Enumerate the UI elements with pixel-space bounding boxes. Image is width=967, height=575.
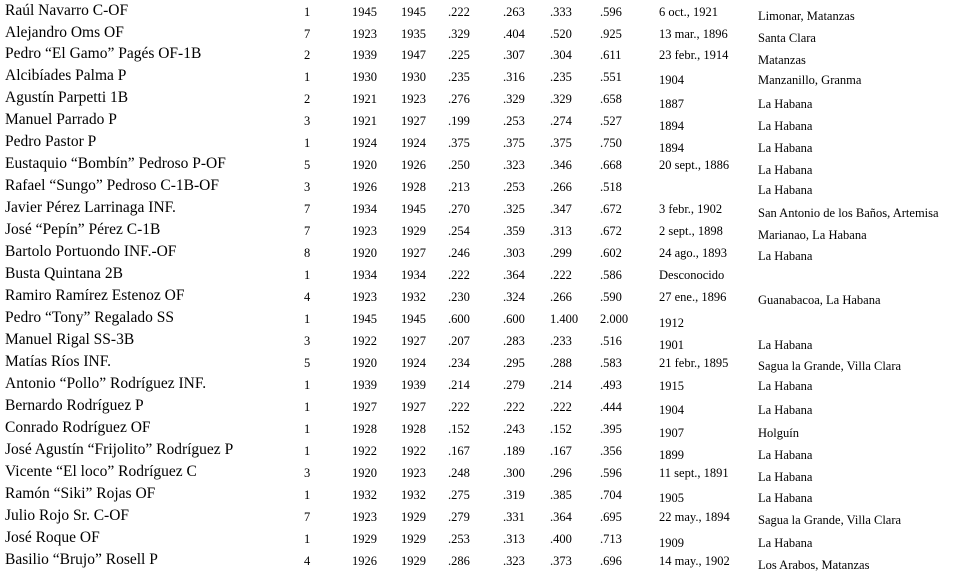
batting-average-cell: .222: [448, 268, 470, 282]
on-base-pct-cell: .323: [503, 158, 525, 172]
birthplace-cell: La Habana: [758, 448, 813, 462]
batting-average-cell: .222: [448, 400, 470, 414]
birthplace-cell: La Habana: [758, 163, 813, 177]
slugging-pct-cell: .288: [550, 356, 572, 370]
ops-cell: .516: [600, 334, 622, 348]
seasons-cell: 3: [304, 466, 311, 480]
slugging-pct-cell: .152: [550, 422, 572, 436]
slugging-pct-cell: .222: [550, 400, 572, 414]
last-year-cell: 1922: [401, 444, 426, 458]
birthplace-cell: Limonar, Matanzas: [758, 9, 855, 23]
birthplace-cell: La Habana: [758, 141, 813, 155]
last-year-cell: 1928: [401, 180, 426, 194]
birthplace-cell: Holguín: [758, 426, 799, 440]
seasons-cell: 8: [304, 246, 311, 260]
seasons-cell: 3: [304, 180, 311, 194]
player-name-cell: Julio Rojo Sr. C-OF: [5, 507, 130, 524]
on-base-pct-cell: .316: [503, 70, 525, 84]
seasons-cell: 1: [304, 422, 311, 436]
player-name-cell: Raúl Navarro C-OF: [5, 2, 129, 19]
player-name-cell: Pedro “El Gamo” Pagés OF-1B: [5, 45, 202, 62]
ops-cell: .602: [600, 246, 622, 260]
first-year-cell: 1945: [352, 312, 377, 326]
ops-cell: .518: [600, 180, 622, 194]
last-year-cell: 1923: [401, 92, 426, 106]
slugging-pct-cell: .266: [550, 180, 572, 194]
birth-date-cell: 1887: [659, 97, 684, 111]
birth-date-cell: 2 sept., 1898: [659, 224, 723, 238]
ops-cell: .590: [600, 290, 622, 304]
player-name-cell: Javier Pérez Larrinaga INF.: [5, 199, 176, 216]
ops-cell: .596: [600, 466, 622, 480]
player-name-cell: Conrado Rodríguez OF: [5, 419, 151, 436]
first-year-cell: 1922: [352, 334, 377, 348]
on-base-pct-cell: .325: [503, 202, 525, 216]
player-name-cell: Matías Ríos INF.: [5, 353, 111, 370]
slugging-pct-cell: .235: [550, 70, 572, 84]
last-year-cell: 1927: [401, 400, 426, 414]
seasons-cell: 7: [304, 202, 311, 216]
slugging-pct-cell: .313: [550, 224, 572, 238]
slugging-pct-cell: .347: [550, 202, 572, 216]
birth-date-cell: 1894: [659, 119, 684, 133]
ops-cell: .395: [600, 422, 622, 436]
slugging-pct-cell: .373: [550, 554, 572, 568]
seasons-cell: 1: [304, 532, 311, 546]
first-year-cell: 1921: [352, 92, 377, 106]
birth-date-cell: 24 ago., 1893: [659, 246, 728, 260]
ops-cell: .551: [600, 70, 622, 84]
ops-cell: .583: [600, 356, 622, 370]
on-base-pct-cell: .300: [503, 466, 525, 480]
birth-date-cell: 1909: [659, 536, 684, 550]
player-name-cell: José Agustín “Frijolito” Rodríguez P: [5, 441, 234, 458]
player-name-cell: Antonio “Pollo” Rodríguez INF.: [5, 375, 207, 392]
on-base-pct-cell: .600: [503, 312, 525, 326]
ops-cell: .713: [600, 532, 622, 546]
slugging-pct-cell: .329: [550, 92, 572, 106]
slugging-pct-cell: .299: [550, 246, 572, 260]
batting-average-cell: .230: [448, 290, 470, 304]
batting-average-cell: .253: [448, 532, 470, 546]
birth-date-cell: 22 may., 1894: [659, 510, 730, 524]
seasons-cell: 7: [304, 224, 311, 238]
ops-cell: .696: [600, 554, 622, 568]
seasons-cell: 1: [304, 136, 311, 150]
last-year-cell: 1939: [401, 378, 426, 392]
birth-date-cell: 3 febr., 1902: [659, 202, 723, 216]
on-base-pct-cell: .331: [503, 510, 525, 524]
ops-cell: .750: [600, 136, 622, 150]
birth-date-cell: 1915: [659, 379, 684, 393]
birth-date-cell: 1907: [659, 426, 684, 440]
birthplace-cell: La Habana: [758, 249, 813, 263]
slugging-pct-cell: .375: [550, 136, 572, 150]
slugging-pct-cell: .167: [550, 444, 572, 458]
seasons-cell: 4: [304, 290, 311, 304]
first-year-cell: 1930: [352, 70, 377, 84]
on-base-pct-cell: .329: [503, 92, 525, 106]
first-year-cell: 1923: [352, 510, 377, 524]
seasons-cell: 3: [304, 114, 311, 128]
first-year-cell: 1920: [352, 158, 377, 172]
player-name-cell: Rafael “Sungo” Pedroso C-1B-OF: [5, 177, 219, 194]
slugging-pct-cell: .214: [550, 378, 572, 392]
last-year-cell: 1924: [401, 356, 426, 370]
seasons-cell: 2: [304, 48, 311, 62]
first-year-cell: 1929: [352, 532, 377, 546]
on-base-pct-cell: .295: [503, 356, 525, 370]
batting-average-cell: .286: [448, 554, 470, 568]
birth-date-cell: 27 ene., 1896: [659, 290, 727, 304]
on-base-pct-cell: .263: [503, 5, 525, 19]
first-year-cell: 1932: [352, 488, 377, 502]
player-name-cell: Manuel Parrado P: [5, 111, 117, 128]
ops-cell: .658: [600, 92, 622, 106]
birthplace-cell: La Habana: [758, 536, 813, 550]
first-year-cell: 1923: [352, 290, 377, 304]
first-year-cell: 1934: [352, 268, 377, 282]
player-name-cell: José Roque OF: [5, 529, 100, 546]
birth-date-cell: Desconocido: [659, 268, 725, 282]
ops-cell: .695: [600, 510, 622, 524]
birthplace-cell: La Habana: [758, 119, 813, 133]
slugging-pct-cell: .333: [550, 5, 572, 19]
ops-cell: .527: [600, 114, 622, 128]
ops-cell: .672: [600, 224, 622, 238]
ops-cell: .925: [600, 27, 622, 41]
batting-average-cell: .234: [448, 356, 470, 370]
birthplace-cell: La Habana: [758, 403, 813, 417]
batting-average-cell: .167: [448, 444, 470, 458]
birthplace-cell: Guanabacoa, La Habana: [758, 293, 881, 307]
on-base-pct-cell: .283: [503, 334, 525, 348]
on-base-pct-cell: .303: [503, 246, 525, 260]
slugging-pct-cell: .364: [550, 510, 572, 524]
batting-average-cell: .250: [448, 158, 470, 172]
birth-date-cell: 1901: [659, 338, 684, 352]
last-year-cell: 1935: [401, 27, 426, 41]
birthplace-cell: La Habana: [758, 338, 813, 352]
last-year-cell: 1927: [401, 246, 426, 260]
first-year-cell: 1926: [352, 180, 377, 194]
last-year-cell: 1929: [401, 532, 426, 546]
birth-date-cell: 1904: [659, 403, 684, 417]
birth-date-cell: 1894: [659, 141, 684, 155]
last-year-cell: 1932: [401, 290, 426, 304]
birth-date-cell: 1912: [659, 316, 684, 330]
batting-average-cell: .375: [448, 136, 470, 150]
first-year-cell: 1923: [352, 224, 377, 238]
last-year-cell: 1947: [401, 48, 426, 62]
first-year-cell: 1928: [352, 422, 377, 436]
last-year-cell: 1927: [401, 114, 426, 128]
batting-average-cell: .248: [448, 466, 470, 480]
first-year-cell: 1920: [352, 246, 377, 260]
birthplace-cell: La Habana: [758, 491, 813, 505]
on-base-pct-cell: .253: [503, 114, 525, 128]
batting-average-cell: .152: [448, 422, 470, 436]
birth-date-cell: 11 sept., 1891: [659, 466, 729, 480]
ops-cell: .672: [600, 202, 622, 216]
seasons-cell: 7: [304, 510, 311, 524]
ops-cell: .611: [600, 48, 622, 62]
first-year-cell: 1926: [352, 554, 377, 568]
last-year-cell: 1934: [401, 268, 426, 282]
last-year-cell: 1945: [401, 5, 426, 19]
slugging-pct-cell: .304: [550, 48, 572, 62]
on-base-pct-cell: .323: [503, 554, 525, 568]
birth-date-cell: 1905: [659, 491, 684, 505]
player-name-cell: Basilio “Brujo” Rosell P: [5, 551, 158, 568]
player-name-cell: Manuel Rigal SS-3B: [5, 331, 135, 348]
seasons-cell: 1: [304, 444, 311, 458]
birth-date-cell: 20 sept., 1886: [659, 158, 730, 172]
seasons-cell: 4: [304, 554, 311, 568]
birth-date-cell: 23 febr., 1914: [659, 48, 729, 62]
seasons-cell: 1: [304, 400, 311, 414]
last-year-cell: 1928: [401, 422, 426, 436]
player-name-cell: Bernardo Rodríguez P: [5, 397, 144, 414]
player-name-cell: Ramiro Ramírez Estenoz OF: [5, 287, 185, 304]
last-year-cell: 1923: [401, 466, 426, 480]
ops-cell: .356: [600, 444, 622, 458]
first-year-cell: 1927: [352, 400, 377, 414]
ops-cell: .596: [600, 5, 622, 19]
on-base-pct-cell: .253: [503, 180, 525, 194]
first-year-cell: 1920: [352, 466, 377, 480]
ops-cell: 2.000: [600, 312, 629, 326]
first-year-cell: 1939: [352, 48, 377, 62]
slugging-pct-cell: .274: [550, 114, 572, 128]
first-year-cell: 1924: [352, 136, 377, 150]
last-year-cell: 1927: [401, 334, 426, 348]
birth-date-cell: 21 febr., 1895: [659, 356, 729, 370]
batting-average-cell: .276: [448, 92, 470, 106]
on-base-pct-cell: .307: [503, 48, 525, 62]
slugging-pct-cell: .385: [550, 488, 572, 502]
player-name-cell: José “Pepín” Pérez C-1B: [5, 221, 161, 238]
player-name-cell: Pedro Pastor P: [5, 133, 97, 150]
batting-average-cell: .214: [448, 378, 470, 392]
batting-average-cell: .279: [448, 510, 470, 524]
player-name-cell: Eustaquio “Bombín” Pedroso P-OF: [5, 155, 226, 172]
seasons-cell: 1: [304, 5, 311, 19]
last-year-cell: 1930: [401, 70, 426, 84]
slugging-pct-cell: .520: [550, 27, 572, 41]
player-name-cell: Pedro “Tony” Regalado SS: [5, 309, 174, 326]
on-base-pct-cell: .375: [503, 136, 525, 150]
batting-average-cell: .329: [448, 27, 470, 41]
ops-cell: .586: [600, 268, 622, 282]
seasons-cell: 1: [304, 70, 311, 84]
slugging-pct-cell: 1.400: [550, 312, 579, 326]
birth-date-cell: 1904: [659, 73, 684, 87]
last-year-cell: 1929: [401, 554, 426, 568]
birthplace-cell: San Antonio de los Baños, Artemisa: [758, 206, 939, 220]
batting-average-cell: .199: [448, 114, 470, 128]
birthplace-cell: Santa Clara: [758, 31, 816, 45]
last-year-cell: 1945: [401, 312, 426, 326]
birthplace-cell: Matanzas: [758, 53, 806, 67]
birthplace-cell: Marianao, La Habana: [758, 228, 867, 242]
player-name-cell: Ramón “Siki” Rojas OF: [5, 485, 156, 502]
last-year-cell: 1926: [401, 158, 426, 172]
on-base-pct-cell: .189: [503, 444, 525, 458]
birthplace-cell: Manzanillo, Granma: [758, 73, 862, 87]
slugging-pct-cell: .296: [550, 466, 572, 480]
batting-average-cell: .207: [448, 334, 470, 348]
last-year-cell: 1932: [401, 488, 426, 502]
first-year-cell: 1939: [352, 378, 377, 392]
seasons-cell: 1: [304, 488, 311, 502]
batting-average-cell: .246: [448, 246, 470, 260]
player-name-cell: Alcibíades Palma P: [5, 67, 127, 84]
first-year-cell: 1934: [352, 202, 377, 216]
player-name-cell: Agustín Parpetti 1B: [5, 89, 129, 106]
slugging-pct-cell: .233: [550, 334, 572, 348]
birth-date-cell: 1899: [659, 448, 684, 462]
seasons-cell: 3: [304, 334, 311, 348]
birthplace-cell: La Habana: [758, 379, 813, 393]
batting-average-cell: .254: [448, 224, 470, 238]
on-base-pct-cell: .243: [503, 422, 525, 436]
on-base-pct-cell: .313: [503, 532, 525, 546]
birth-date-cell: 13 mar., 1896: [659, 27, 728, 41]
first-year-cell: 1922: [352, 444, 377, 458]
on-base-pct-cell: .359: [503, 224, 525, 238]
ops-cell: .668: [600, 158, 622, 172]
slugging-pct-cell: .266: [550, 290, 572, 304]
on-base-pct-cell: .404: [503, 27, 525, 41]
birthplace-cell: Los Arabos, Matanzas: [758, 558, 870, 572]
batting-average-cell: .225: [448, 48, 470, 62]
last-year-cell: 1929: [401, 510, 426, 524]
seasons-cell: 1: [304, 312, 311, 326]
seasons-cell: 5: [304, 158, 311, 172]
on-base-pct-cell: .324: [503, 290, 525, 304]
batting-average-cell: .600: [448, 312, 470, 326]
seasons-cell: 1: [304, 268, 311, 282]
player-name-cell: Vicente “El loco” Rodríguez C: [5, 463, 197, 480]
batting-average-cell: .222: [448, 5, 470, 19]
seasons-cell: 5: [304, 356, 311, 370]
first-year-cell: 1923: [352, 27, 377, 41]
slugging-pct-cell: .346: [550, 158, 572, 172]
ops-cell: .493: [600, 378, 622, 392]
on-base-pct-cell: .364: [503, 268, 525, 282]
last-year-cell: 1929: [401, 224, 426, 238]
batting-average-cell: .235: [448, 70, 470, 84]
first-year-cell: 1921: [352, 114, 377, 128]
birthplace-cell: La Habana: [758, 470, 813, 484]
last-year-cell: 1945: [401, 202, 426, 216]
birthplace-cell: Sagua la Grande, Villa Clara: [758, 513, 902, 527]
seasons-cell: 1: [304, 378, 311, 392]
batting-average-cell: .213: [448, 180, 470, 194]
slugging-pct-cell: .222: [550, 268, 572, 282]
birth-date-cell: 14 may., 1902: [659, 554, 730, 568]
player-name-cell: Alejandro Oms OF: [5, 24, 124, 41]
player-name-cell: Busta Quintana 2B: [5, 265, 123, 282]
first-year-cell: 1920: [352, 356, 377, 370]
seasons-cell: 7: [304, 27, 311, 41]
seasons-cell: 2: [304, 92, 311, 106]
on-base-pct-cell: .222: [503, 400, 525, 414]
birth-date-cell: 6 oct., 1921: [659, 5, 719, 19]
ops-cell: .704: [600, 488, 622, 502]
batting-average-cell: .270: [448, 202, 470, 216]
player-name-cell: Bartolo Portuondo INF.-OF: [5, 243, 177, 260]
on-base-pct-cell: .319: [503, 488, 525, 502]
on-base-pct-cell: .279: [503, 378, 525, 392]
slugging-pct-cell: .400: [550, 532, 572, 546]
birthplace-cell: La Habana: [758, 97, 813, 111]
first-year-cell: 1945: [352, 5, 377, 19]
birthplace-cell: La Habana: [758, 183, 813, 197]
ops-cell: .444: [600, 400, 622, 414]
last-year-cell: 1924: [401, 136, 426, 150]
batting-average-cell: .275: [448, 488, 470, 502]
birthplace-cell: Sagua la Grande, Villa Clara: [758, 359, 902, 373]
